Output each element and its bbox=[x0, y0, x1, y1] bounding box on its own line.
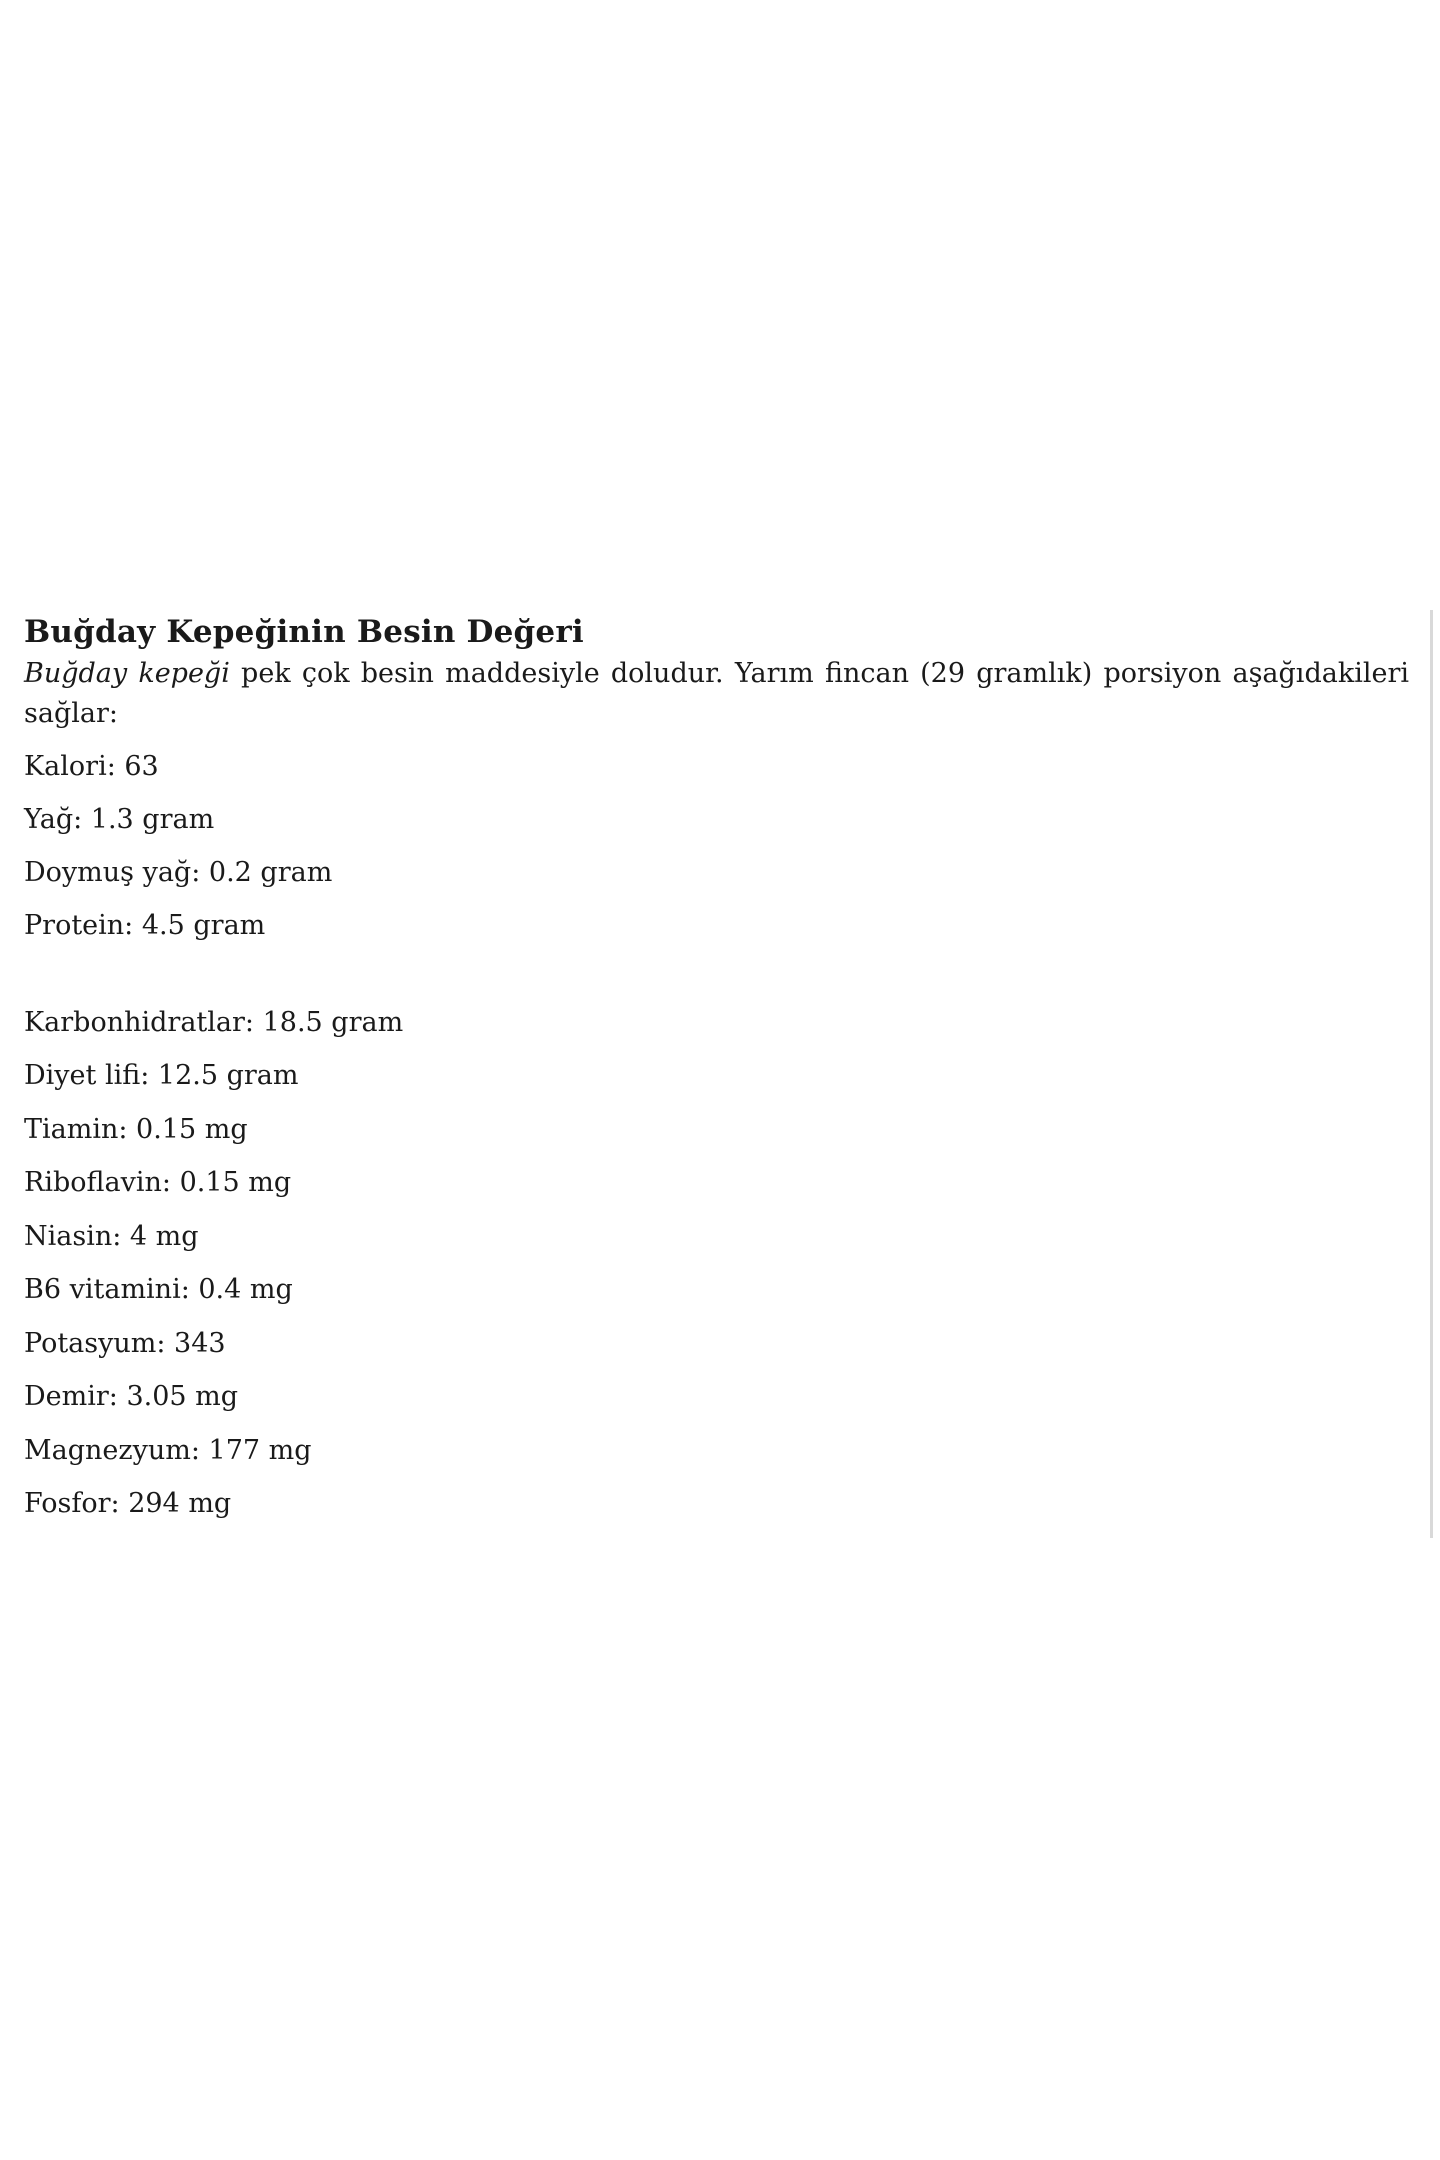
nutrient-niacin: Niasin: 4 mg bbox=[24, 1221, 199, 1252]
nutrient-protein: Protein: 4.5 gram bbox=[24, 910, 266, 941]
nutrient-carbohydrates: Karbonhidratlar: 18.5 gram bbox=[24, 1007, 404, 1038]
nutrient-potassium: Potasyum: 343 bbox=[24, 1328, 226, 1359]
nutrient-dietary-fiber: Diyet lifi: 12.5 gram bbox=[24, 1060, 299, 1091]
intro-emphasis: Buğday kepeği bbox=[24, 658, 230, 689]
intro-text: pek çok besin maddesiyle doludur. Yarım fincan (29 gramlık) porsiyon aşağıdakileri sağlar: bbox=[24, 658, 1409, 729]
nutrient-fat: Yağ: 1.3 gram bbox=[24, 804, 215, 835]
nutrient-vitamin-b6: B6 vitamini: 0.4 mg bbox=[24, 1274, 293, 1305]
nutrient-saturated-fat: Doymuş yağ: 0.2 gram bbox=[24, 857, 333, 888]
nutrient-riboflavin: Riboflavin: 0.15 mg bbox=[24, 1167, 292, 1198]
article-intro bbox=[24, 654, 1409, 734]
nutrient-iron: Demir: 3.05 mg bbox=[24, 1381, 239, 1412]
nutrient-phosphorus: Fosfor: 294 mg bbox=[24, 1488, 232, 1519]
nutrient-thiamin: Tiamin: 0.15 mg bbox=[24, 1114, 248, 1145]
nutrient-magnesium: Magnezyum: 177 mg bbox=[24, 1435, 312, 1466]
nutrition-article bbox=[0, 610, 1433, 1538]
article-heading: Buğday Kepeğinin Besin Değeri bbox=[24, 614, 584, 650]
nutrient-calories: Kalori: 63 bbox=[24, 751, 159, 782]
